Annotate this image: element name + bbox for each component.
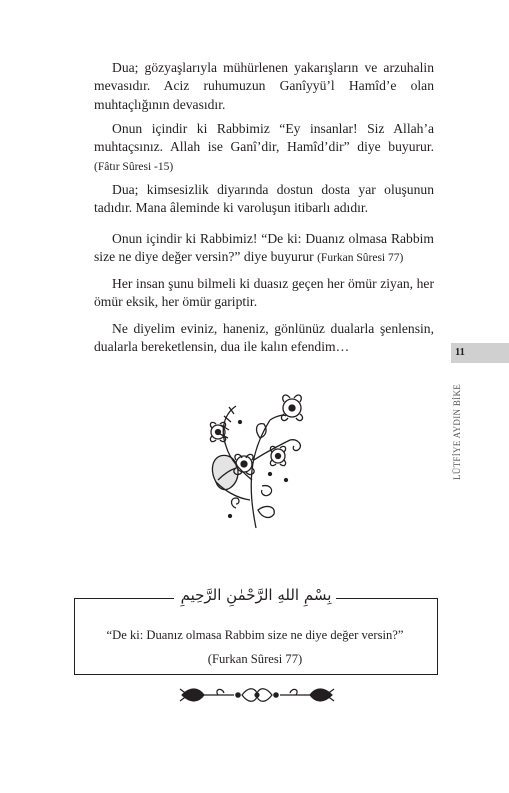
paragraph-5	[94, 275, 434, 312]
quote-box-top-left-rule	[74, 598, 174, 599]
quote-text: “De ki: Duanız olmasa Rabbim size ne diye değer versin?”	[106, 628, 404, 642]
paragraph-3-text: Dua; kimsesizlik diyarında dostun dosta yar oluşunun tadıdır. Mana âleminde ki varoluşun itibarlı adıdır.	[94, 182, 434, 216]
paragraph-4	[94, 230, 434, 268]
running-head: LÜTFİYE AYDIN BİKE	[452, 383, 462, 480]
basmala: بِسْمِ اللهِ الرَّحْمٰنِ الرَّحِيمِ	[180, 586, 332, 604]
paragraph-5-text: Her insan şunu bilmeli ki duasız geçen her ömür ziyan, her ömür eksik, her ömür gariptir.	[94, 276, 434, 310]
paragraph-1-text: Dua; gözyaşlarıyla mühürlenen yakarışların ve arzuhalin mevasıdır. Aciz ruhumuzun Ganîyyü’l Hamîd’e olan muhtaçlığının devasıdır.	[94, 60, 434, 112]
page-number: 11	[455, 347, 465, 358]
paragraph-4-text: Onun içindir ki Rabbimiz! “De ki: Duanız olmasa Rabbim size ne diye değer versin?” diye buyurur	[94, 231, 434, 265]
paragraph-2-reference: (Fâtır Sûresi -15)	[94, 160, 174, 173]
paragraph-6-text: Ne diyelim eviniz, haneniz, gönlünüz dualarla şenlensin, dualarla bereketlensin, dua ile kalın efendim…	[94, 321, 434, 355]
paragraph-3	[94, 181, 434, 218]
paragraph-6	[94, 320, 434, 357]
paragraph-2-text: Onun içindir ki Rabbimiz “Ey insanlar! Siz Allah’a muhtaçsınız. Allah ise Ganî’dir, Hamîd’dir” diye buyurur.	[94, 121, 434, 155]
quote-source: (Furkan Sûresi 77)	[207, 652, 303, 666]
floral-ornament-icon	[200, 390, 312, 530]
paragraph-4-reference: (Furkan Sûresi 77)	[317, 252, 404, 265]
quote-box-top-right-rule	[336, 598, 437, 599]
paragraph-2	[94, 120, 434, 176]
paragraph-1	[94, 59, 434, 114]
scroll-divider-icon	[178, 683, 336, 707]
